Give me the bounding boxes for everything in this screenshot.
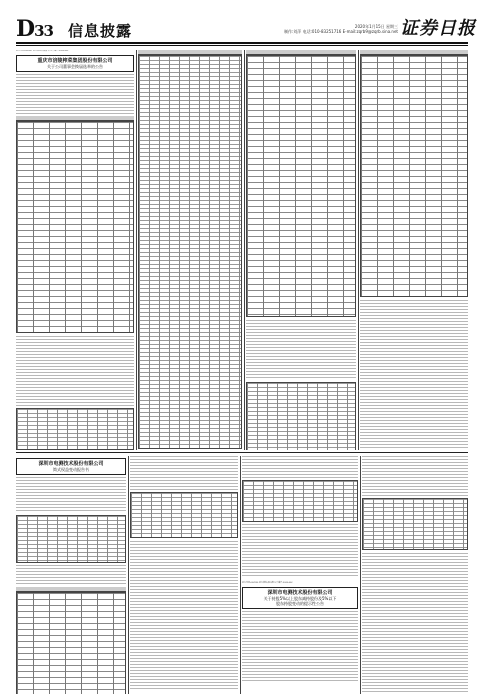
- notice-title: 关于公司董事会换届选举的公告: [47, 64, 103, 69]
- body-text: [130, 456, 238, 490]
- notice-company: 重庆市涪陵榨菜集团股份有限公司: [37, 58, 113, 64]
- masthead: [0, 0, 484, 46]
- notice-title-box: [16, 458, 126, 475]
- candidate-table: [16, 121, 134, 333]
- date-line: 2020年1月15日 星期三 制作:刘萍 电话:010-83251716 E-mail:zqrb9@zqrb.sina.net: [283, 24, 398, 34]
- column-rule: [244, 50, 245, 450]
- body-text-2: [362, 553, 468, 693]
- notice-title-line-2: 股东持股变动的提示性公告: [276, 601, 324, 606]
- page-number: D33: [16, 16, 53, 42]
- section-divider: [16, 452, 468, 453]
- notice-body-text: [16, 477, 126, 513]
- notice-company: 深圳市电测技术股份有限公司: [38, 461, 104, 467]
- notice-body-text: [242, 611, 358, 681]
- notice-title: 简式权益变动报告书: [53, 467, 89, 472]
- bottom-left-notice: [16, 456, 126, 694]
- holding-change-table: [242, 480, 358, 522]
- column-rule: [128, 456, 129, 694]
- column-rule: [240, 456, 241, 694]
- notice-body-text: [16, 74, 134, 114]
- data-table-lower: [246, 382, 356, 450]
- bottom-right-col: [362, 456, 468, 694]
- data-table: [246, 55, 356, 317]
- notice-body-text-2: [16, 336, 134, 406]
- data-table: [138, 55, 242, 449]
- data-table: [360, 55, 468, 297]
- top-left-notice: [16, 50, 134, 450]
- holdings-table: [16, 592, 126, 694]
- section-title: 信息披露: [68, 22, 133, 40]
- column-rule: [358, 50, 359, 450]
- table-notes: [246, 320, 356, 380]
- shareholding-table: [362, 498, 468, 550]
- body-text-2: [242, 524, 358, 576]
- newspaper-logo: 证券日报: [400, 18, 476, 39]
- notice-body-text-2: [16, 565, 126, 585]
- masthead-rule: [16, 42, 468, 44]
- notice-title-box: [16, 55, 134, 72]
- column-rule: [136, 50, 137, 450]
- top-right-table-b: [360, 50, 468, 450]
- change-table: [130, 492, 238, 538]
- notice-title-box: [242, 587, 358, 609]
- small-table: [16, 408, 134, 450]
- table-notes: [360, 300, 468, 450]
- column-rule: [360, 456, 361, 694]
- bottom-mid-notice: [242, 456, 358, 694]
- top-right-table-a: [246, 50, 356, 450]
- info-table: [16, 515, 126, 563]
- notice-code-line: 证券代码:002507 证券简称:涪陵榨菜 公告编号:2020-001: [16, 50, 69, 52]
- masthead-rule-thin: [16, 45, 468, 46]
- body-text-2: [130, 541, 238, 691]
- bottom-col-2: [130, 456, 238, 694]
- notice-title-line-1: 关于持股5%以上股东减持股份及5%以下: [263, 596, 337, 601]
- top-middle-table: [138, 50, 242, 450]
- notice-company: 深圳市电测技术股份有限公司: [267, 590, 333, 596]
- body-text: [242, 456, 358, 478]
- notice-code-line: 证券代码:002990 证券简称:深电测 公告编号:2020-002: [242, 582, 293, 584]
- body-text: [362, 456, 468, 496]
